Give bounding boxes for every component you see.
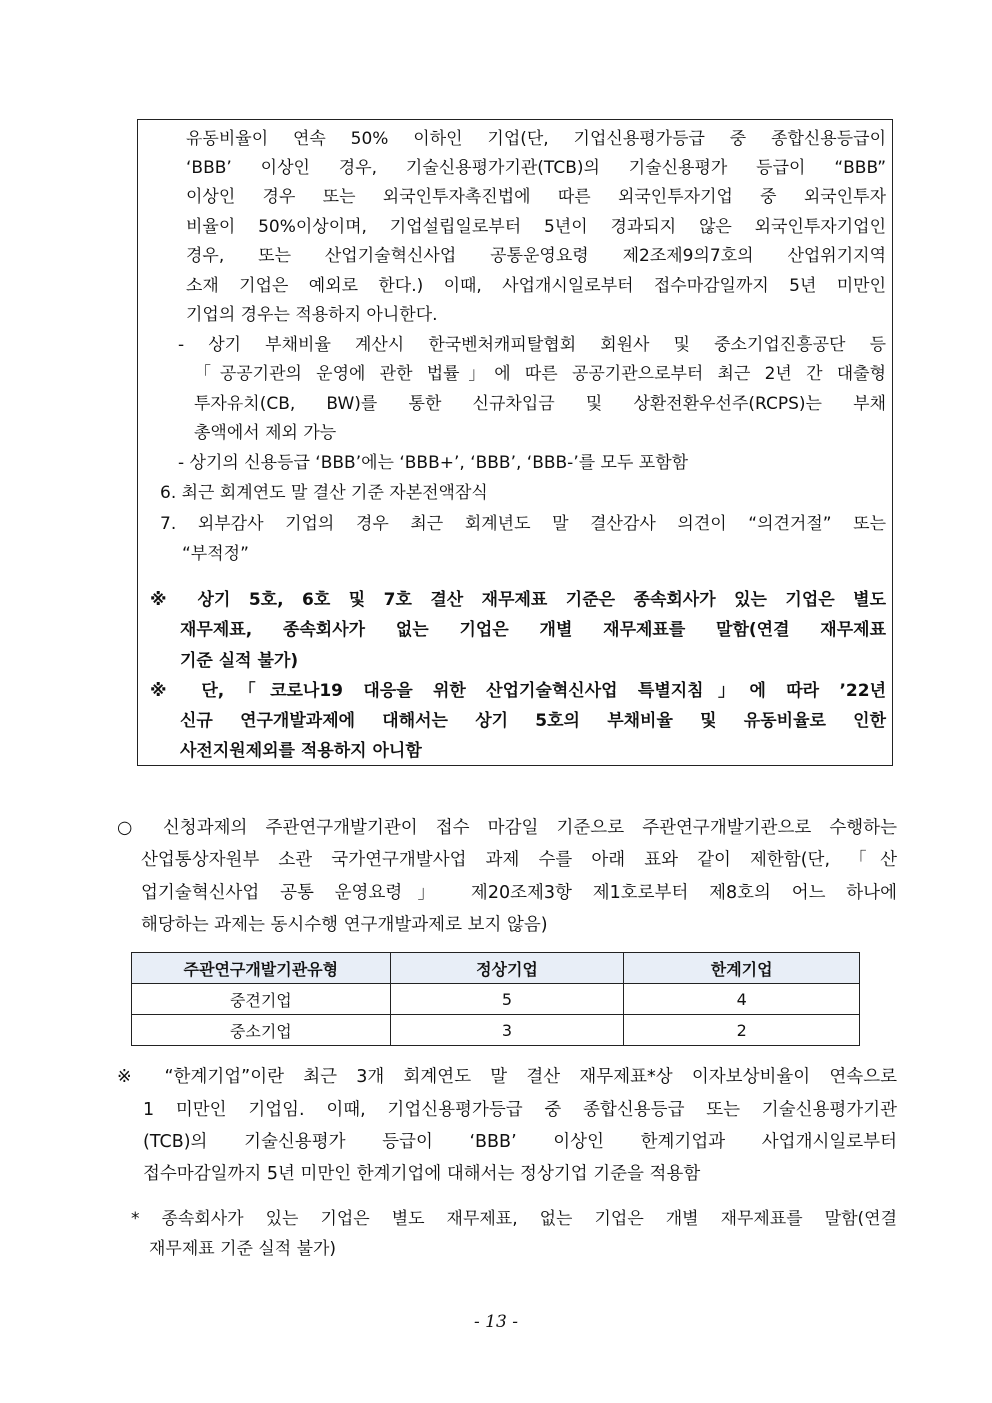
footnote-line: 재무제표 기준 실적 불가): [149, 1239, 337, 1259]
paragraph-line: ○ 신청과제의 주관연구개발기관이 접수 마감일 기준으로 주관연구개발기관으로 수행하는: [117, 818, 897, 838]
note-line: 접수마감일까지 5년 미만인 한계기업에 대해서는 정상기업 기준을 적용함: [143, 1164, 701, 1184]
text-line: 유동비율이 연속 50% 이하인 기업(단, 기업신용평가등급 중 종합신용등급이: [186, 129, 886, 149]
text-line: 비율이 50%이상이며, 기업설립일로부터 5년이 경과되지 않은 외국인투자기업인: [186, 217, 886, 237]
text-line: 경우, 또는 산업기술혁신사업 공통운영요령 제2조제9의7호의 산업위기지역: [186, 246, 886, 266]
project-limit-table: [131, 952, 860, 1046]
paragraph-line: 해당하는 과제는 동시수행 연구개발과제로 보지 않음): [141, 915, 548, 935]
paragraph-line: 업기술혁신사업 공통 운영요령」 제20조제3항 제1호로부터 제8호의 어느 하나에: [141, 883, 897, 903]
text-line: 소재 기업은 예외로 한다.) 이때, 사업개시일로부터 접수마감일까지 5년 미만인: [186, 276, 886, 296]
table-cell: 중소기업: [132, 1015, 391, 1046]
text-line: 재무제표, 종속회사가 없는 기업은 개별 재무제표를 말함(연결 재무제표: [180, 620, 886, 640]
note-line: (TCB)의 기술신용평가 등급이 ‘BBB’ 이상인 한계기업과 사업개시일로부터: [143, 1132, 897, 1152]
header-normal-company: 정상기업: [390, 953, 624, 984]
note-line: 1 미만인 기업임. 이때, 기업신용평가등급 중 종합신용등급 또는 기술신용평가기관: [143, 1100, 897, 1120]
note-line: ※ “한계기업”이란 최근 3개 회계연도 말 결산 재무제표*상 이자보상비율이 연속으로: [117, 1067, 897, 1087]
text-line: 기준 실적 불가): [180, 651, 299, 671]
text-line: 총액에서 제외 가능: [194, 423, 337, 443]
text-line: 기업의 경우는 적용하지 아니한다.: [186, 305, 438, 325]
text-line: “부적정”: [182, 544, 249, 564]
text-line: 이상인 경우 또는 외국인투자촉진법에 따른 외국인투자기업 중 외국인투자: [186, 187, 886, 207]
item-6: 6. 최근 회계연도 말 결산 기준 자본전액잠식: [160, 483, 488, 503]
text-line: ‘BBB’ 이상인 경우, 기술신용평가기관(TCB)의 기술신용평가 등급이 “BBB”: [186, 158, 886, 178]
note-financial-statement: ※ 상기 5호, 6호 및 7호 결산 재무제표 기준은 종속회사가 있는 기업은 별도: [150, 590, 886, 610]
note-covid: ※ 단,「코로나19 대응을 위한 산업기술혁신사업 특별지침」에 따라 ’22년: [150, 681, 886, 701]
header-marginal-company: 한계기업: [624, 953, 860, 984]
table-cell: 5: [390, 984, 624, 1015]
text-line: 투자유치(CB, BW)를 통한 신규차입금 및 상환전환우선주(RCPS)는 부채: [194, 394, 886, 414]
footnote-line: * 종속회사가 있는 기업은 별도 재무제표, 없는 기업은 개별 재무제표를 말함(연결: [131, 1209, 897, 1229]
item-7: 7. 외부감사 기업의 경우 최근 회계년도 말 결산감사 의견이 “의견거절” 또는: [160, 514, 886, 534]
page-number: - 13 -: [474, 1312, 518, 1332]
table-row: [132, 1015, 860, 1046]
header-institution-type: 주관연구개발기관유형: [132, 953, 391, 984]
paragraph-line: 산업통상자원부 소관 국가연구개발사업 과제 수를 아래 표와 같이 제한함(단, 「산: [141, 850, 897, 870]
text-line: 사전지원제외를 적용하지 아니함: [180, 741, 422, 761]
table-cell: 중견기업: [132, 984, 391, 1015]
text-line: 「공공기관의 운영에 관한 법률」에 따른 공공기관으로부터 최근 2년 간 대출형: [194, 364, 886, 384]
criteria-box: [137, 119, 893, 766]
table-header-row: [132, 953, 860, 984]
table-row: [132, 984, 860, 1015]
dash-item-credit: - 상기의 신용등급 ‘BBB’에는 ‘BBB+’, ‘BBB’, ‘BBB-’를 모두 포함함: [178, 453, 689, 473]
text-line: 신규 연구개발과제에 대해서는 상기 5호의 부채비율 및 유동비율로 인한: [180, 711, 886, 731]
table-cell: 2: [624, 1015, 860, 1046]
dash-item-debt: - 상기 부채비율 계산시 한국벤처캐피탈협회 회원사 및 중소기업진흥공단 등: [178, 335, 886, 355]
table-cell: 3: [390, 1015, 624, 1046]
table-cell: 4: [624, 984, 860, 1015]
